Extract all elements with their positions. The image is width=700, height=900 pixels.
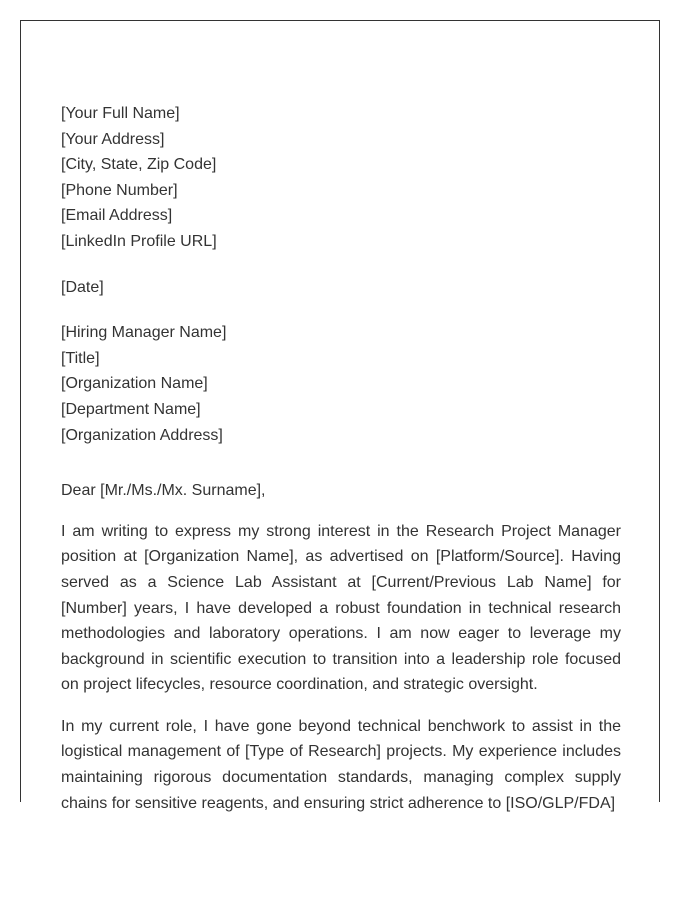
- sender-address: [Your Address]: [61, 130, 165, 148]
- recipient-block: [61, 320, 621, 448]
- salutation: [61, 478, 621, 504]
- recipient-organization: [Organization Name]: [61, 375, 208, 393]
- sender-linkedin: [LinkedIn Profile URL]: [61, 232, 217, 250]
- date-line: [61, 275, 621, 301]
- sender-block: [61, 101, 621, 255]
- letter-page: [20, 20, 660, 812]
- body-paragraph-1: I am writing to express my strong interest in the Research Project Manager position at [Organization Name], as advertised on [Platform/Source]. Having served as a Science Lab Assistant at [Current/Previous Lab Name] for [Number] years, I have developed a robust foundation in technical research methodologies and laboratory operations. I am now eager to leverage my background in scientific execution to transition into a leadership role focused on project lifecycles, resource coordination, and strategic oversight.: [61, 522, 621, 694]
- letter-date: [Date]: [61, 278, 104, 296]
- recipient-title: [Title]: [61, 349, 100, 367]
- recipient-department: [Department Name]: [61, 400, 201, 418]
- sender-city-state-zip: [City, State, Zip Code]: [61, 156, 217, 174]
- sender-email: [Email Address]: [61, 207, 173, 225]
- sender-name: [Your Full Name]: [61, 105, 180, 122]
- body-paragraph-2: In my current role, I have gone beyond technical benchwork to assist in the logistical management of [Type of Research] projects. My experience includes maintaining rigorous documentation standards, managing complex supply chains for sensitive reagents, and ensuring strict adherence to [ISO/GLP/FDA]: [61, 717, 621, 812]
- sender-phone: [Phone Number]: [61, 181, 178, 199]
- recipient-name: [Hiring Manager Name]: [61, 324, 227, 342]
- salutation-text: Dear [Mr./Ms./Mx. Surname],: [61, 482, 266, 500]
- letter-content: [61, 101, 621, 832]
- recipient-address: [Organization Address]: [61, 426, 223, 444]
